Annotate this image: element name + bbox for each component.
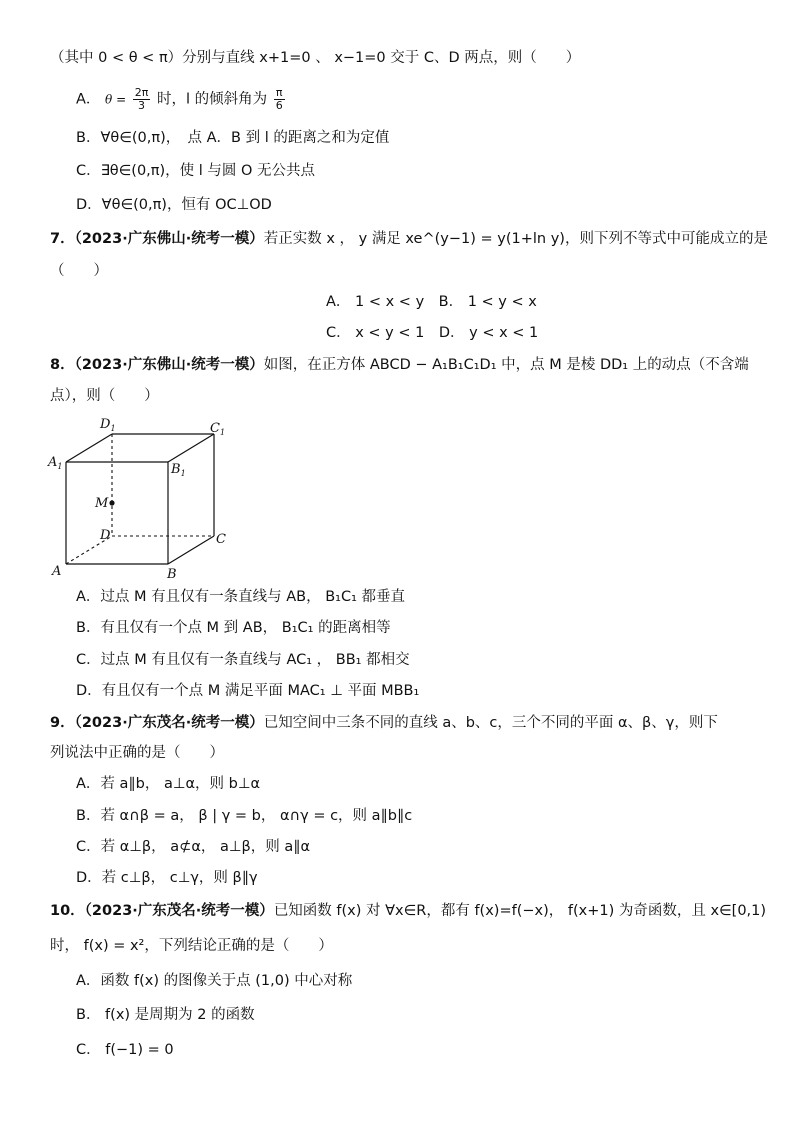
- q10-option-a: A．函数 f(x) 的图像关于点 (1,0) 中心对称: [76, 973, 353, 989]
- q6-option-a-fraction: [133, 87, 151, 112]
- q9-stem-line: [50, 713, 718, 733]
- q8-option-c: C．过点 M 有且仅有一条直线与 AC₁ ， BB₁ 都相交: [76, 652, 410, 668]
- q9-option-a: A．若 a∥b， a⊥α，则 b⊥α: [76, 776, 261, 792]
- q8-stem-2: 点），则（ ）: [50, 388, 159, 404]
- label-a: A: [52, 564, 62, 579]
- label-a1: $A_1$: [48, 455, 63, 471]
- fraction-numerator: π: [274, 87, 285, 100]
- q7-paren: （ ）: [50, 263, 108, 279]
- q10-option-c: C． f(−1) = 0: [76, 1042, 174, 1058]
- q9-option-d: D．若 c⊥β， c⊥γ，则 β∥γ: [76, 870, 258, 886]
- q8-stem: 如图，在正方体 ABCD − A₁B₁C₁D₁ 中，点 M 是棱 DD₁ 上的动点（不含端: [263, 357, 749, 373]
- q6-option-d: D．∀θ∈(0,π)，恒有 OC⊥OD: [76, 197, 272, 213]
- fraction-denominator: 6: [275, 99, 283, 112]
- q6-option-a-label: A．: [76, 91, 101, 108]
- label-c: C: [216, 532, 226, 547]
- label-d1: $D_1$: [100, 417, 116, 433]
- cube-figure: [44, 412, 244, 584]
- q6-option-a: [76, 87, 287, 112]
- q7-source: 7．（2023·广东佛山·统考一模）: [50, 231, 264, 247]
- label-c1: $C_1$: [210, 421, 226, 437]
- q7-stem: 若正实数 x ， y 满足 xe^(y−1) = y(1+ln y)，则下列不等式中可能成立的是: [263, 231, 768, 247]
- q6-option-a-text: 时，l 的倾斜角为: [156, 91, 268, 108]
- q9-option-c: C．若 α⊥β， a⊄α， a⊥β，则 a∥α: [76, 839, 311, 855]
- edge-bc: [168, 536, 214, 564]
- q8-option-b: B．有且仅有一个点 M 到 AB， B₁C₁ 的距离相等: [76, 620, 391, 636]
- q8-option-d: D．有且仅有一个点 M 满足平面 MAC₁ ⊥ 平面 MBB₁: [76, 683, 420, 699]
- q6-option-a-angle-fraction: [274, 87, 285, 112]
- label-m: M: [95, 496, 109, 511]
- fraction-denominator: 3: [138, 99, 146, 112]
- q7-options-row-1: A． 1 < x < y B． 1 < y < x: [326, 294, 537, 310]
- edge-b1c1: [168, 434, 214, 462]
- label-b1: $B_1$: [171, 462, 186, 478]
- q6-option-b: B．∀θ∈(0,π)， 点 A．B 到 l 的距离之和为定值: [76, 130, 390, 146]
- q9-option-b: B．若 α∩β = a， β | γ = b， α∩γ = c，则 a∥b∥c: [76, 808, 413, 824]
- q9-source: 9．（2023·广东茂名·统考一模）: [50, 715, 264, 731]
- q7-stem-line: [50, 229, 768, 249]
- label-d: D: [100, 528, 111, 543]
- q10-option-b: B． f(x) 是周期为 2 的函数: [76, 1007, 255, 1023]
- q8-source: 8．（2023·广东佛山·统考一模）: [50, 357, 264, 373]
- q10-stem-line: [50, 901, 766, 921]
- q9-stem: 已知空间中三条不同的直线 a、b、c，三个不同的平面 α、β、γ，则下: [263, 715, 718, 731]
- q6-option-a-theta: θ =: [105, 92, 127, 107]
- point-m: [109, 500, 114, 505]
- q8-option-a: A．过点 M 有且仅有一条直线与 AB， B₁C₁ 都垂直: [76, 589, 406, 605]
- edge-a1d1: [66, 434, 112, 462]
- label-b: B: [167, 567, 177, 582]
- q10-stem: 已知函数 f(x) 对 ∀x∈R，都有 f(x)=f(−x)， f(x+1) 为奇函数，且 x∈[0,1): [273, 903, 767, 919]
- q10-stem-2: 时， f(x) = x²，下列结论正确的是（ ）: [50, 938, 333, 954]
- q6-stem: （其中 0 < θ < π）分别与直线 x+1=0 、 x−1=0 交于 C、D 两点，则（ ）: [50, 50, 581, 66]
- fraction-numerator: 2π: [134, 86, 149, 99]
- q10-source: 10．（2023·广东茂名·统考一模）: [50, 903, 274, 919]
- q9-stem-2: 列说法中正确的是（ ）: [50, 745, 224, 761]
- q6-option-c: C．∃θ∈(0,π)，使 l 与圆 O 无公共点: [76, 163, 316, 179]
- q8-stem-line: [50, 355, 749, 375]
- q7-options-row-2: C． x < y < 1 D． y < x < 1: [326, 325, 539, 341]
